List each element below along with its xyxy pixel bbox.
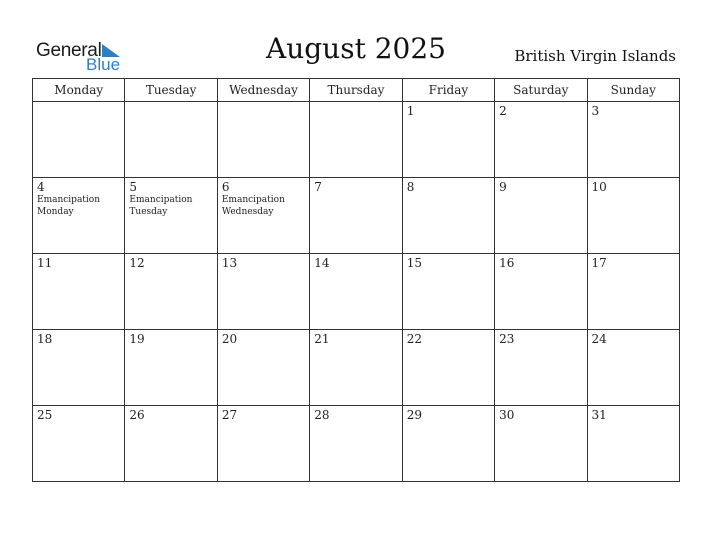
- day-number: 13: [221, 256, 238, 270]
- weekday-header: Sunday: [587, 79, 679, 102]
- calendar-day-cell: [310, 254, 402, 330]
- day-number: 3: [591, 104, 600, 118]
- calendar-grid: [32, 78, 680, 482]
- weekday-header: Thursday: [310, 79, 402, 102]
- calendar-week-row: [33, 102, 680, 178]
- calendar-week-row: [33, 254, 680, 330]
- day-number: 10: [591, 180, 607, 194]
- calendar-day-cell: [402, 406, 494, 482]
- calendar-day-cell: [495, 102, 587, 178]
- holiday-label: Emancipation Wednesday: [221, 195, 285, 217]
- day-number: 24: [591, 332, 607, 346]
- calendar-day-cell: [495, 330, 587, 406]
- calendar-day-cell: [217, 330, 309, 406]
- calendar-day-cell: [33, 254, 125, 330]
- page-title: August 2025: [266, 32, 446, 65]
- day-number: 8: [406, 180, 415, 194]
- calendar-day-cell: [33, 330, 125, 406]
- day-number: 21: [314, 332, 330, 346]
- calendar-day-cell: [217, 102, 309, 178]
- calendar-day-cell: [587, 406, 679, 482]
- day-number: 9: [499, 180, 507, 194]
- calendar-day-cell: [33, 102, 125, 178]
- calendar-day-cell: [402, 178, 494, 254]
- calendar-day-cell: [402, 254, 494, 330]
- day-number: 16: [499, 256, 515, 270]
- day-number: 27: [221, 408, 238, 422]
- calendar-day-cell: [310, 102, 402, 178]
- calendar-day-cell: [495, 406, 587, 482]
- weekday-header: Tuesday: [125, 79, 217, 102]
- day-number: 22: [406, 332, 422, 346]
- day-number: 11: [37, 256, 53, 270]
- calendar-day-cell: [217, 178, 309, 254]
- logo-word-general: General: [36, 40, 102, 61]
- calendar-day-cell: [125, 254, 217, 330]
- day-number: 18: [37, 332, 53, 346]
- calendar-day-cell: [125, 178, 217, 254]
- calendar-day-cell: [495, 254, 587, 330]
- calendar-day-cell: [125, 102, 217, 178]
- calendar-week-row: [33, 330, 680, 406]
- day-number: 25: [37, 408, 53, 422]
- calendar-day-cell: [217, 406, 309, 482]
- day-number: 12: [129, 256, 145, 270]
- calendar-day-cell: [125, 330, 217, 406]
- calendar-day-cell: [495, 178, 587, 254]
- calendar-day-cell: [33, 406, 125, 482]
- day-number: 28: [314, 408, 330, 422]
- calendar-day-cell: [310, 406, 402, 482]
- calendar-day-cell: [587, 178, 679, 254]
- calendar-day-cell: [217, 254, 309, 330]
- day-number: 19: [129, 332, 145, 346]
- day-number: 5: [129, 180, 138, 194]
- weekday-header: Friday: [402, 79, 494, 102]
- day-number: 6: [221, 180, 230, 194]
- calendar-week-row: [33, 178, 680, 254]
- calendar-week-row: [33, 406, 680, 482]
- weekday-header: Wednesday: [217, 79, 309, 102]
- day-number: 14: [314, 256, 330, 270]
- calendar-day-cell: [587, 254, 679, 330]
- calendar-day-cell: [125, 406, 217, 482]
- calendar-day-cell: [402, 102, 494, 178]
- day-number: 20: [221, 332, 238, 346]
- calendar-day-cell: [587, 102, 679, 178]
- day-number: 17: [591, 256, 607, 270]
- day-number: 31: [591, 408, 607, 422]
- day-number: 23: [499, 332, 515, 346]
- calendar-day-cell: [587, 330, 679, 406]
- day-number: 2: [499, 104, 507, 118]
- weekday-header: Saturday: [495, 79, 587, 102]
- day-number: 30: [499, 408, 515, 422]
- region-label: British Virgin Islands: [514, 47, 676, 65]
- day-number: 29: [406, 408, 422, 422]
- day-number: 26: [129, 408, 145, 422]
- calendar-day-cell: [33, 178, 125, 254]
- day-number: 15: [406, 256, 422, 270]
- calendar-day-cell: [310, 330, 402, 406]
- day-number: 1: [406, 104, 415, 118]
- day-number: 7: [314, 180, 322, 194]
- holiday-label: Emancipation Monday: [37, 195, 101, 217]
- calendar-day-cell: [310, 178, 402, 254]
- calendar-day-cell: [402, 330, 494, 406]
- logo-word-blue: Blue: [86, 55, 121, 74]
- weekday-header-row: [33, 79, 680, 102]
- day-number: 4: [37, 180, 45, 194]
- weekday-header: Monday: [33, 79, 125, 102]
- holiday-label: Emancipation Tuesday: [129, 195, 193, 217]
